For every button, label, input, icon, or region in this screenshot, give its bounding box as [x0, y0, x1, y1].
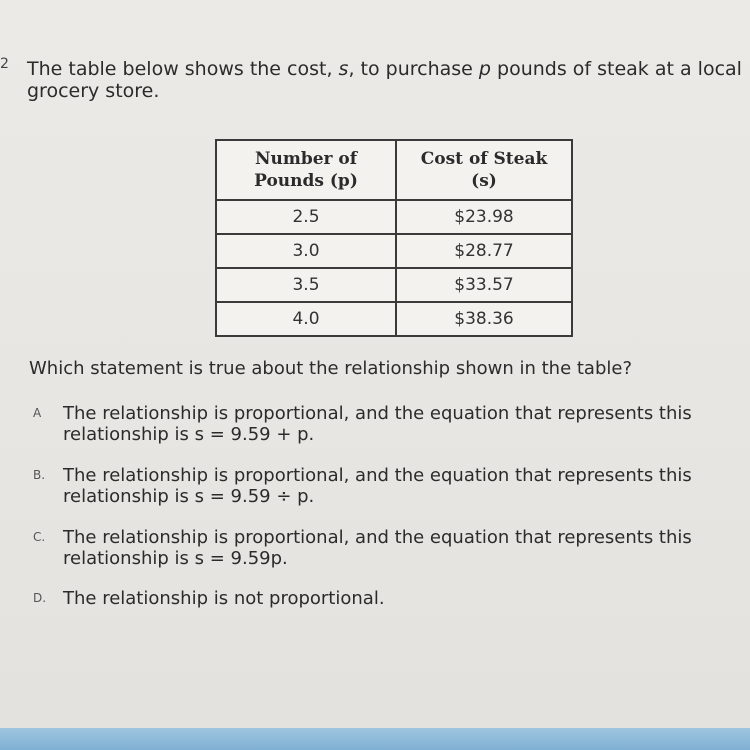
- pounds-cell: 4.0: [216, 302, 396, 336]
- choice-text: [63, 588, 750, 609]
- choice-text: [63, 465, 750, 507]
- pounds-cell: 3.0: [216, 234, 396, 268]
- cost-cell: $28.77: [396, 234, 572, 268]
- choice-text: [63, 403, 750, 445]
- choice-letter: B.: [33, 468, 46, 482]
- choice-letter: D.: [33, 591, 47, 605]
- table-row: [216, 268, 572, 302]
- question-number: 2: [0, 56, 9, 72]
- table-row: [216, 302, 572, 336]
- choice-text: [63, 527, 750, 569]
- table-header-row: [216, 140, 572, 200]
- choice-line: The relationship is proportional, and the equation that represents this: [63, 403, 692, 424]
- header-pounds: [216, 140, 396, 200]
- header-pounds-line2: Pounds (p): [254, 171, 358, 191]
- choice-letter: A: [33, 406, 42, 420]
- choice-line: relationship is s = 9.59 + p.: [63, 424, 315, 445]
- header-cost-line1: Cost of Steak: [420, 149, 548, 169]
- choice-line: The relationship is not proportional.: [63, 588, 385, 609]
- header-cost: [396, 140, 572, 200]
- pounds-cell: 3.5: [216, 268, 396, 302]
- question-text: [27, 58, 742, 102]
- cost-cell: $38.36: [396, 302, 572, 336]
- steak-cost-table: [215, 139, 573, 337]
- question-prompt: Which statement is true about the relationship shown in the table?: [29, 358, 633, 379]
- question-text-part: , to purchase: [348, 58, 479, 80]
- cost-cell: $33.57: [396, 268, 572, 302]
- variable-p: p: [478, 58, 491, 80]
- bottom-taskbar-strip: [0, 728, 750, 750]
- question-text-part: pounds of steak at a local grocery store.: [27, 58, 742, 102]
- header-pounds-line1: Number of: [254, 149, 358, 169]
- pounds-cell: 2.5: [216, 200, 396, 234]
- choice-line: The relationship is proportional, and the equation that represents this: [63, 465, 692, 486]
- choice-line: relationship is s = 9.59 ÷ p.: [63, 486, 315, 507]
- table-row: [216, 200, 572, 234]
- variable-s: s: [338, 58, 349, 80]
- choice-letter: C.: [33, 530, 46, 544]
- question-text-part: The table below shows the cost,: [27, 58, 339, 80]
- choice-line: The relationship is proportional, and the equation that represents this: [63, 527, 692, 548]
- table-row: [216, 234, 572, 268]
- cost-cell: $23.98: [396, 200, 572, 234]
- header-cost-line2: (s): [471, 171, 497, 191]
- choice-line: relationship is s = 9.59p.: [63, 548, 288, 569]
